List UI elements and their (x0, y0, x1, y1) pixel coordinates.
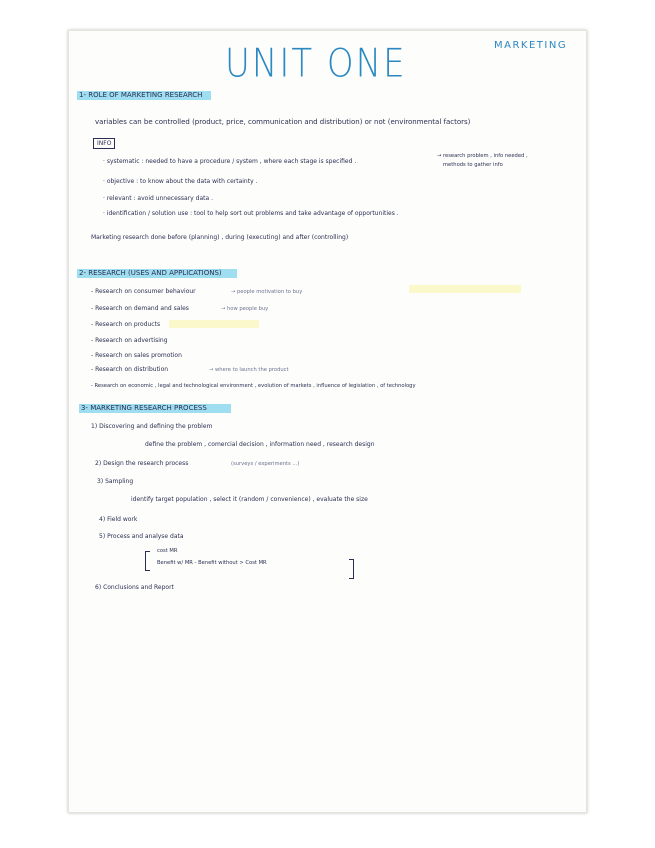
process-step-1: 1) Discovering and defining the problem (91, 423, 213, 430)
research-timing: Marketing research done before (planning) , during (executing) and after (controlling) (91, 234, 349, 241)
process-step-3: 3) Sampling (97, 478, 134, 485)
process-step-5: 5) Process and analyse data (99, 533, 184, 540)
research-item: - Research on consumer behaviour (91, 288, 196, 295)
section-3-heading: 3- MARKETING RESEARCH PROCESS (81, 404, 207, 412)
research-item-note: → people motivation to buy (231, 289, 303, 295)
info-box: INFO (93, 138, 115, 149)
section-1-heading: 1- ROLE OF MARKETING RESEARCH (79, 91, 203, 99)
process-step-2-note: (surveys / experiments ...) (231, 461, 300, 467)
process-step-4: 4) Field work (99, 516, 138, 523)
subject-label: MARKETING (494, 40, 568, 51)
notebook-page (68, 30, 587, 813)
bullet-identification: · identification / solution use : tool to help sort out problems and take advantage of opportunities . (103, 210, 399, 217)
research-item: - Research on sales promotion (91, 352, 182, 359)
yellow-highlight (409, 285, 521, 293)
yellow-highlight (169, 320, 259, 328)
research-item: - Research on distribution (91, 366, 169, 373)
bullet-systematic: · systematic : needed to have a procedure / system , where each stage is specified . (103, 158, 357, 165)
bullet-objective: · objective : to know about the data with certainty . (103, 178, 258, 185)
research-item: - Research on demand and sales (91, 305, 189, 312)
formula-top: cost MR (157, 548, 178, 554)
process-step-6: 6) Conclusions and Report (95, 584, 174, 591)
formula-bracket-left (145, 551, 150, 571)
process-step-1-detail: define the problem , comercial decision , information need , research design (145, 441, 375, 448)
aside-note-2: methods to gather info (443, 162, 503, 168)
process-step-2: 2) Design the research process (95, 460, 189, 467)
research-item-note: → how people buy (221, 306, 269, 312)
research-item-note: → where to launch the product (209, 367, 289, 373)
formula-bracket-right (349, 559, 354, 579)
process-step-3-detail: identify target population , select it (random / convenience) , evaluate the size (131, 496, 368, 503)
section-2-heading: 2- RESEARCH (USES AND APPLICATIONS) (79, 269, 222, 277)
research-item: - Research on economic , legal and technological environment , evolution of markets , influence of legislation , of technology (91, 383, 416, 389)
research-item: - Research on products (91, 321, 161, 328)
formula-main: Benefit w/ MR - Benefit without > Cost MR (157, 560, 267, 566)
bullet-relevant: · relevant : avoid unnecessary data . (103, 195, 213, 202)
aside-note-1: → research problem , info needed , (437, 153, 528, 159)
page-title: UNIT ONE (225, 41, 407, 87)
research-item: - Research on advertising (91, 337, 168, 344)
variables-note: variables can be controlled (product, price, communication and distribution) or not (environmental factors) (95, 118, 471, 126)
